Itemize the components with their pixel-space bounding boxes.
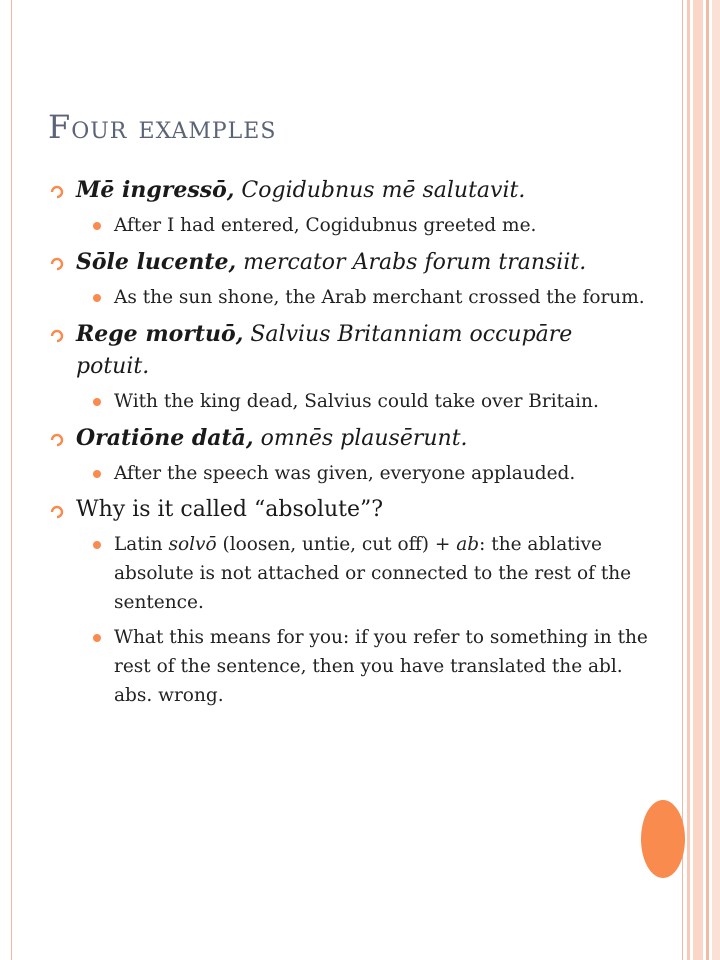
- translation-item: [48, 211, 648, 240]
- decorative-stripe: [693, 0, 703, 960]
- sub-bullet-icon: [93, 470, 101, 478]
- translation-text: As the sun shone, the Arab merchant crossed the forum.: [114, 287, 645, 308]
- latin-word-solvo: solvō: [168, 534, 217, 555]
- latin-phrase: Oratiōne datā,: [76, 425, 254, 451]
- translation-item: [48, 283, 648, 312]
- example-item: [48, 174, 648, 240]
- example-item: [48, 246, 648, 312]
- slide-title: Four examples: [48, 108, 277, 146]
- translation-item: [48, 387, 648, 416]
- latin-clause: Salvius Britanniam occupāre potuit.: [76, 322, 573, 379]
- decorative-orange-oval: [641, 800, 685, 878]
- decorative-stripe: [687, 0, 690, 960]
- explanation-item: [48, 623, 648, 710]
- decorative-stripe: [706, 0, 709, 960]
- translation-item: [48, 459, 648, 488]
- bullet-icon: [50, 433, 64, 447]
- translation-text: After I had entered, Cogidubnus greeted me.: [114, 215, 537, 236]
- decorative-stripe: [712, 0, 720, 960]
- explanation-post: : the ablative absolute is not attached or connected to the rest of the sentence.: [114, 534, 632, 613]
- latin-phrase: Mē ingressō,: [76, 177, 235, 203]
- latin-clause: Cogidubnus mē salutavit.: [234, 178, 526, 203]
- example-item: [48, 318, 648, 416]
- explanation-item: [48, 530, 648, 617]
- example-item: [48, 422, 648, 488]
- sub-bullet-icon: [93, 398, 101, 406]
- question-item: [48, 494, 648, 710]
- sub-bullet-icon: [93, 294, 101, 302]
- latin-word-ab: ab: [456, 534, 480, 555]
- bullet-icon: [50, 505, 64, 519]
- sub-bullet-icon: [93, 541, 101, 549]
- bullet-icon: [50, 257, 64, 271]
- bullet-icon: [50, 329, 64, 343]
- sub-bullet-icon: [93, 634, 101, 642]
- latin-clause: omnēs plausērunt.: [253, 426, 468, 451]
- explanation-mid: (loosen, untie, cut off) +: [216, 534, 457, 555]
- explanation-pre: Latin: [114, 534, 169, 555]
- translation-text: After the speech was given, everyone applauded.: [114, 463, 576, 484]
- question-heading: Why is it called “absolute”?: [76, 497, 384, 522]
- latin-phrase: Rege mortuō,: [76, 321, 244, 347]
- sub-bullet-icon: [93, 222, 101, 230]
- explanation-text: What this means for you: if you refer to something in the rest of the sentence, then you have translated the abl. abs. wrong.: [114, 627, 648, 706]
- bullet-list: [48, 174, 648, 716]
- latin-clause: mercator Arabs forum transiit.: [236, 250, 587, 275]
- latin-phrase: Sōle lucente,: [76, 249, 237, 275]
- translation-text: With the king dead, Salvius could take over Britain.: [114, 391, 599, 412]
- bullet-icon: [50, 185, 64, 199]
